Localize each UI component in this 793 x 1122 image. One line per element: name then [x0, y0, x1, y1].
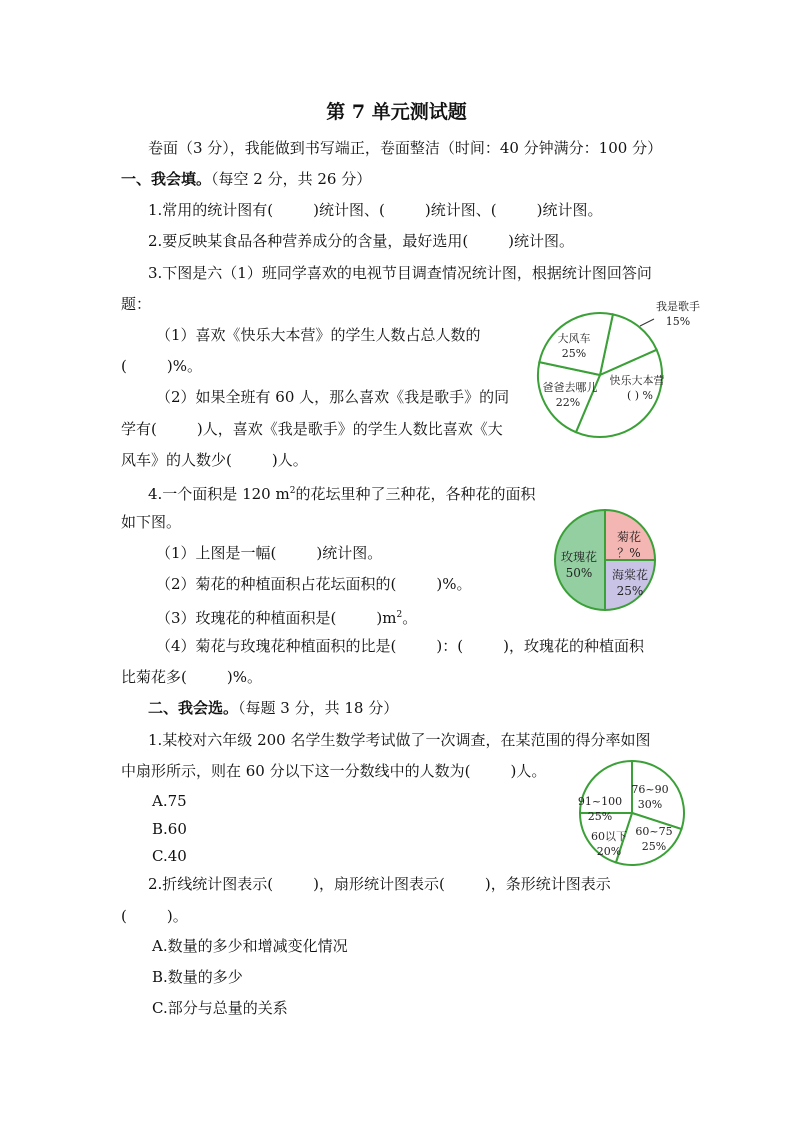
text: （2）菊花的种植面积占花坛面积的(	[156, 575, 397, 593]
text: )，条形统计图表示	[484, 875, 611, 893]
text: )统计图。	[316, 544, 383, 562]
text: 1.常用的统计图有(	[148, 201, 274, 219]
text: 风车》的人数少(	[121, 451, 232, 469]
text: 的花坛里种了三种花，各种花的面积	[295, 485, 536, 503]
section2-heading: 二、我会选。	[148, 699, 239, 717]
slice-value-label: 50%	[565, 566, 593, 580]
q4-part4-line2	[121, 667, 262, 687]
slice-label: 76~90	[631, 783, 669, 796]
text: 2.要反映某食品各种营养成分的含量，最好选用(	[148, 232, 469, 250]
text: )。	[166, 907, 188, 925]
slice-label: 大风车	[557, 332, 591, 345]
option-b[interactable]: B.数量的多少	[152, 968, 243, 986]
q4-part2	[156, 574, 472, 594]
q3-part1-line2	[121, 356, 202, 376]
text: 。	[402, 609, 418, 627]
text: （4）菊花与玫瑰花种植面积的比是(	[156, 637, 397, 655]
slice-value-label: 22%	[555, 396, 581, 409]
q4-part3	[156, 605, 417, 628]
text: )%。	[226, 668, 262, 686]
option-b[interactable]: B.60	[152, 820, 187, 838]
text: 2.折线统计图表示(	[148, 875, 274, 893]
section2-note: （每题 3 分，共 18 分）	[238, 699, 399, 717]
text: )，玫瑰花的种植面积	[503, 637, 644, 655]
slice-value-label: 25%	[641, 840, 667, 853]
text: 比菊花多(	[121, 668, 187, 686]
slice-label: 91~100	[577, 795, 623, 808]
question-2-1-line1: 1.某校对六年级 200 名学生数学考试做了一次调查，在某范围的得分率如图	[148, 731, 651, 749]
q3-part1-line1: （1）喜欢《快乐大本营》的学生人数占总人数的	[156, 326, 481, 344]
q3-part2-line1: （2）如果全班有 60 人，那么喜欢《我是歌手》的同	[156, 388, 510, 406]
question-2-2-line1	[148, 874, 611, 894]
text: )统计图。	[508, 232, 575, 250]
text: )%。	[436, 575, 472, 593]
slice-value-label: ？%	[617, 546, 641, 560]
text: )m	[376, 609, 397, 627]
slice-label: 我是歌手	[656, 300, 700, 313]
slice-label: 60~75	[635, 825, 673, 838]
text: )人。	[271, 451, 308, 469]
option-c[interactable]: C.40	[152, 847, 187, 865]
section1-heading-line	[121, 169, 371, 189]
slice-value-label: 30%	[637, 798, 663, 811]
text: )，扇形统计图表示(	[313, 875, 445, 893]
section2-heading-line	[148, 698, 398, 718]
q3-part2-line2	[121, 419, 503, 439]
text: )统计图、(	[313, 201, 385, 219]
slice-value-label: 25%	[616, 584, 644, 598]
question-1-2	[148, 231, 574, 251]
q4-part4-line1	[156, 636, 644, 656]
text: )%。	[166, 357, 202, 375]
question-2-2-line2	[121, 906, 188, 926]
option-a[interactable]: A.75	[152, 792, 187, 810]
superscript: 2	[396, 610, 403, 620]
score-pie-chart	[573, 760, 703, 866]
slice-label: 菊花	[616, 530, 642, 544]
question-2-1-line2	[121, 761, 546, 781]
text: )人，喜欢《我是歌手》的学生人数比喜欢《大	[196, 420, 503, 438]
page-title: 第 7 单元测试题	[326, 101, 467, 123]
question-1-3-line2: 题：	[121, 295, 152, 313]
superscript: 2	[289, 486, 296, 496]
q4-part1	[156, 543, 382, 563]
leader-line	[640, 319, 654, 326]
slice-value-label: 25%	[561, 347, 587, 360]
slice-value-label: 25%	[587, 810, 613, 823]
slice-value-label: ( ) %	[626, 389, 654, 402]
question-1-4-line2: 如下图。	[121, 513, 182, 531]
intro-line: 卷面（3 分），我能做到书写端正，卷面整洁（时间：40 分钟满分：100 分）	[148, 139, 663, 157]
text: )统计图。	[536, 201, 603, 219]
text: 中扇形所示，则在 60 分以下这一分数线中的人数为(	[121, 762, 471, 780]
q3-part2-line3	[121, 450, 308, 470]
slice-label: 60以下	[591, 830, 627, 843]
option-c[interactable]: C.部分与总量的关系	[152, 999, 288, 1017]
text: 学有(	[121, 420, 157, 438]
text: （3）玫瑰花的种植面积是(	[156, 609, 337, 627]
text: 4.一个面积是 120 m	[148, 485, 290, 503]
tv-program-pie-chart	[532, 299, 700, 449]
text: （1）上图是一幅(	[156, 544, 277, 562]
slice-label: 快乐大本营	[609, 374, 665, 387]
section1-heading: 一、我会填。	[121, 170, 212, 188]
option-a[interactable]: A.数量的多少和增减变化情况	[152, 937, 348, 955]
slice-label: 爸爸去哪儿	[542, 381, 598, 394]
text: (	[121, 907, 127, 925]
text: )：(	[436, 637, 464, 655]
section1-note: （每空 2 分，共 26 分）	[211, 170, 372, 188]
slice-value-label: 20%	[596, 845, 622, 858]
text: )人。	[510, 762, 547, 780]
question-1-4-line1	[148, 481, 535, 504]
slice-label: 海棠花	[611, 568, 649, 582]
flower-pie-chart	[549, 507, 659, 617]
slice-label: 玫瑰花	[560, 550, 598, 564]
question-1-3-line1: 3.下图是六（1）班同学喜欢的电视节目调查情况统计图，根据统计图回答问	[148, 264, 652, 282]
question-1-1	[148, 200, 602, 220]
text: (	[121, 357, 127, 375]
text: )统计图、(	[424, 201, 497, 219]
slice-value-label: 15%	[665, 315, 691, 328]
